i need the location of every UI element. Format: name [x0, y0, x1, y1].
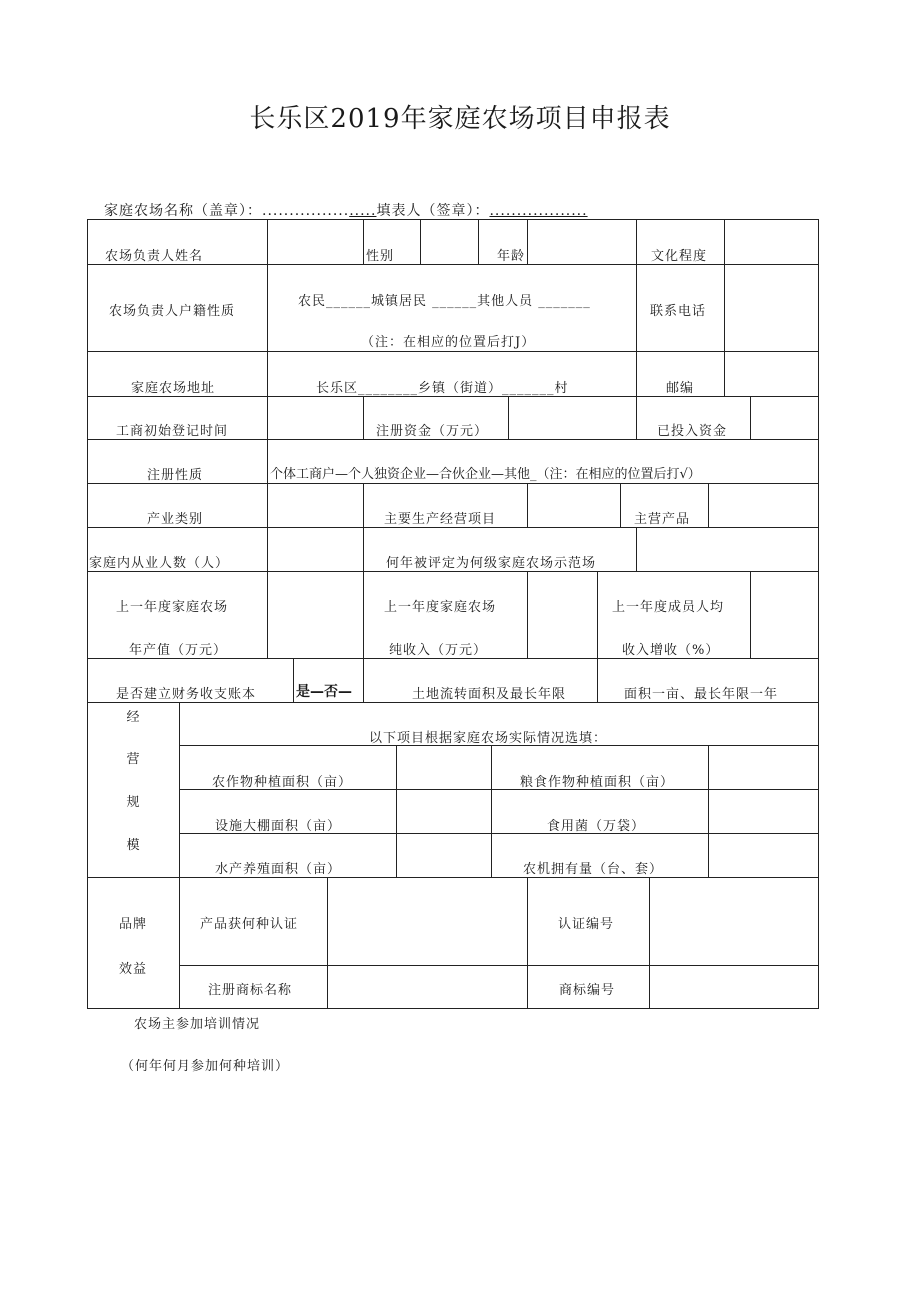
grain-area-field[interactable] — [708, 747, 818, 788]
age-field[interactable] — [527, 222, 636, 264]
gender-label: 性别 — [366, 249, 395, 264]
greenhouse-area-label: 设施大棚面积（亩） — [215, 819, 342, 834]
demo-level-field[interactable] — [636, 529, 818, 570]
postcode-label: 邮编 — [666, 381, 695, 396]
address-field[interactable]: 长乐区________乡镇（街道）_______村 — [316, 381, 569, 396]
cert-no-label: 认证编号 — [558, 917, 615, 932]
training-sub-label: （何年何月参加何种培训） — [121, 1059, 290, 1074]
accounts-yes-no[interactable]: 是—否— — [296, 684, 352, 700]
land-transfer-label: 土地流转面积及最长年限 — [412, 687, 567, 702]
workers-field[interactable] — [267, 529, 363, 570]
trademark-no-label: 商标编号 — [559, 983, 616, 998]
household-type-options[interactable]: 农民______城镇居民 ______其他人员 _______ — [298, 294, 591, 309]
brand-side-label-2: 效益 — [119, 962, 148, 977]
brand-side-label-1: 品牌 — [119, 917, 148, 932]
income-growth-field[interactable] — [750, 573, 818, 657]
farm-name-field-end[interactable]: ..... — [349, 203, 377, 219]
grain-area-label: 粮食作物种植面积（亩） — [520, 775, 675, 790]
crop-area-label: 农作物种植面积（亩） — [212, 775, 353, 790]
main-product-field[interactable] — [708, 485, 818, 526]
form-title: 长乐区2019年家庭农场项目申报表 — [249, 104, 671, 134]
machinery-field[interactable] — [708, 835, 818, 876]
net-income-field[interactable] — [527, 573, 597, 657]
reg-type-options[interactable]: 个体工商户—个人独资企业—合伙企业—其他_（注：在相应的位置后打√） — [270, 467, 701, 482]
machinery-label: 农机拥有量（台、套） — [523, 862, 664, 877]
age-label: 年龄 — [497, 249, 526, 264]
main-project-label: 主要生产经营项目 — [384, 512, 497, 527]
reg-capital-label: 注册资金（万元） — [376, 424, 489, 439]
demo-level-label: 何年被评定为何级家庭农场示范场 — [386, 556, 597, 571]
certification-field[interactable] — [327, 879, 527, 964]
aquaculture-label: 水产养殖面积（亩） — [215, 862, 342, 877]
main-project-field[interactable] — [527, 485, 620, 526]
trademark-no-field[interactable] — [649, 967, 818, 1007]
reg-time-label: 工商初始登记时间 — [116, 424, 229, 439]
crop-area-field[interactable] — [396, 747, 491, 788]
main-product-label: 主营产品 — [634, 512, 691, 527]
annual-output-label-line1: 上一年度家庭农场 — [116, 600, 229, 615]
workers-label: 家庭内从业人数（人） — [89, 556, 230, 571]
phone-field[interactable] — [724, 266, 818, 350]
education-label: 文化程度 — [651, 249, 708, 264]
fungi-field[interactable] — [708, 791, 818, 832]
annual-output-field[interactable] — [267, 573, 363, 657]
fungi-label: 食用菌（万袋） — [547, 819, 646, 834]
farm-name-label: 家庭农场名称（盖章）： — [104, 203, 262, 219]
filler-field[interactable]: .................. — [489, 203, 588, 219]
training-label: 农场主参加培训情况 — [134, 1017, 261, 1032]
owner-name-label: 农场负责人姓名 — [105, 249, 204, 264]
greenhouse-area-field[interactable] — [396, 791, 491, 832]
invested-field[interactable] — [750, 398, 818, 438]
certification-label: 产品获何种认证 — [200, 917, 299, 932]
scale-side-char-1: 经 — [126, 710, 140, 725]
gender-field[interactable] — [420, 222, 478, 264]
industry-label: 产业类别 — [147, 512, 204, 527]
scale-side-char-4: 模 — [126, 838, 140, 853]
industry-field[interactable] — [267, 485, 363, 526]
scale-side-char-3: 规 — [126, 795, 140, 810]
net-income-label-line2: 纯收入（万元） — [389, 643, 488, 658]
cert-no-field[interactable] — [649, 879, 818, 964]
household-type-note: （注：在相应的位置后打J） — [361, 335, 536, 350]
aquaculture-field[interactable] — [396, 835, 491, 876]
annual-output-label-line2: 年产值（万元） — [129, 643, 228, 658]
address-label: 家庭农场地址 — [131, 381, 216, 396]
scale-side-char-2: 营 — [126, 752, 140, 767]
accounts-label: 是否建立财务收支账本 — [116, 687, 257, 702]
owner-name-field[interactable] — [267, 222, 363, 264]
farm-name-field[interactable]: ................ — [262, 203, 350, 219]
reg-capital-field[interactable] — [508, 398, 636, 438]
income-growth-label-line1: 上一年度成员人均 — [612, 600, 725, 615]
filler-label: 填表人（签章）： — [376, 203, 490, 219]
postcode-field[interactable] — [724, 353, 818, 395]
net-income-label-line1: 上一年度家庭农场 — [384, 600, 497, 615]
trademark-label: 注册商标名称 — [208, 983, 293, 998]
reg-time-field[interactable] — [267, 398, 363, 438]
household-type-label: 农场负责人户籍性质 — [109, 304, 236, 319]
land-transfer-field[interactable]: 面积一亩、最长年限一年 — [624, 687, 779, 702]
invested-label: 已投入资金 — [657, 424, 728, 439]
phone-label: 联系电话 — [650, 304, 707, 319]
income-growth-label-line2: 收入增收（%） — [622, 643, 720, 658]
trademark-field[interactable] — [327, 967, 527, 1007]
reg-type-label: 注册性质 — [147, 468, 204, 483]
scale-intro: 以下项目根据家庭农场实际情况选填： — [369, 731, 608, 746]
education-field[interactable] — [724, 222, 818, 264]
